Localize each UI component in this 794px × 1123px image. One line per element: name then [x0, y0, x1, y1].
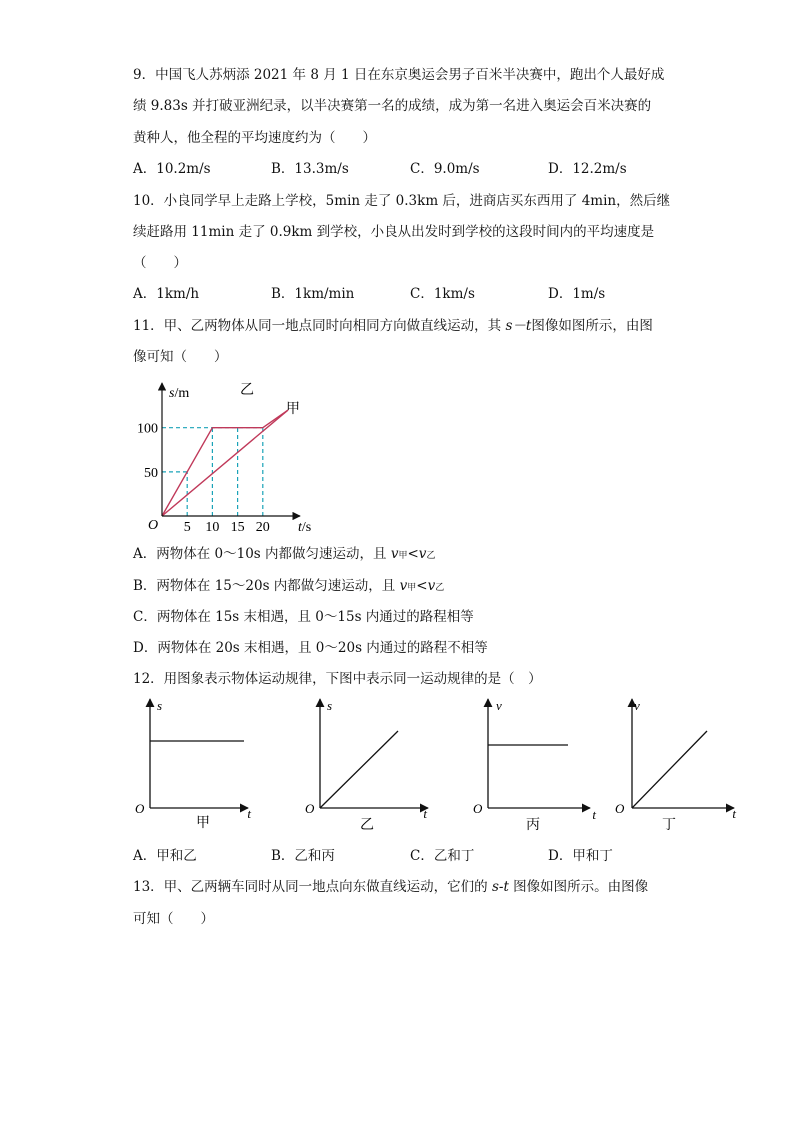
q11-y-axis-label: s/m	[169, 386, 190, 401]
q13-line-1-pre: 13．甲、乙两辆车同时从同一地点向东做直线运动，它们的	[133, 879, 492, 895]
q11-option-b-sub2: 乙	[435, 583, 445, 593]
q13-line-1	[133, 878, 648, 896]
q12-option-a: A．甲和乙	[133, 848, 197, 864]
q11-series-line-yi	[162, 410, 288, 516]
q11-option-a-sub2: 乙	[426, 551, 436, 561]
q11-y-tick-50: 50	[144, 465, 158, 481]
q13-line-1-post: 图像如图所示。由图像	[508, 879, 649, 895]
q12-yi-caption: 乙	[360, 818, 374, 833]
q11-st-chart	[137, 375, 340, 535]
q11-x-axis-label: t/s	[298, 520, 312, 535]
q12-graph-ding	[612, 695, 742, 835]
q12-option-b: B．乙和丙	[271, 848, 335, 864]
q12-graph-jia	[130, 695, 250, 835]
q9-option-a: A．10.2m/s	[133, 161, 211, 177]
q10-option-b: B．1km/min	[271, 286, 355, 302]
q11-x-tick-5: 5	[183, 520, 191, 535]
q11-option-c: C．两物体在 15s 末相遇，且 0～15s 内通过的路程相等	[133, 609, 474, 625]
q12-ding-ylabel: v	[634, 698, 640, 713]
q11-option-b-v1: v	[399, 578, 408, 594]
q13-line-2: 可知（ ）	[133, 911, 214, 927]
q12-option-d: D．甲和丁	[548, 848, 613, 864]
q11-x-tick-10: 10	[205, 520, 220, 535]
q11-option-a-sub1: 甲	[398, 551, 408, 561]
q11-x-tick-15: 15	[230, 520, 245, 535]
q11-line-1	[133, 317, 653, 335]
q11-x-tick-20: 20	[255, 520, 270, 535]
q12-yi-line	[320, 731, 398, 808]
q11-option-a-v2: v	[418, 546, 427, 562]
q12-option-c: C．乙和丁	[410, 848, 475, 864]
q11-option-d: D．两物体在 20s 末相遇，且 0～20s 内通过的路程不相等	[133, 640, 488, 656]
q9-line-2: 绩 9.83s 并打破亚洲纪录，以半决赛第一名的成绩，成为第一名进入奥运会百米决赛的	[133, 98, 652, 114]
q10-line-1: 10．小良同学早上走路上学校，5min 走了 0.3km 后，进商店买东西用了 4min，然后继	[133, 193, 671, 209]
q10-option-d: D．1m/s	[548, 286, 606, 302]
q9-line-3: 黄种人，他全程的平均速度约为（ ）	[133, 130, 376, 146]
q12-graph-yi	[300, 695, 430, 835]
q11-series-label-jia: 甲	[286, 402, 300, 417]
q12-ding-line	[632, 731, 707, 808]
q11-series-label-yi: 乙	[240, 383, 254, 398]
q11-option-a-lt: <	[407, 546, 419, 562]
q11-origin-label: O	[148, 518, 159, 533]
q12-yi-ylabel: s	[327, 698, 333, 713]
q9-option-b: B．13.3m/s	[271, 161, 349, 177]
q12-line: 12．用图象表示物体运动规律，下图中表示同一运动规律的是（ ）	[133, 671, 542, 687]
q11-option-b-v2: v	[427, 578, 436, 594]
q12-yi-origin: O	[305, 801, 315, 816]
q11-series-group	[162, 410, 288, 516]
q12-ding-origin: O	[615, 801, 625, 816]
q12-ding-xlabel: t	[732, 806, 736, 821]
q11-option-a-v1: v	[390, 546, 399, 562]
q11-line-1-post: 图像如图所示，由图	[531, 318, 653, 334]
q12-graph-bing	[468, 695, 598, 835]
q11-option-b-lt: <	[416, 578, 428, 594]
q12-bing-xlabel: t	[592, 807, 596, 822]
q12-ding-caption: 丁	[662, 818, 676, 833]
q11-option-b	[133, 577, 444, 597]
q11-line-1-pre: 11．甲、乙两物体从同一地点同时向相同方向做直线运动，其	[133, 318, 506, 334]
q12-bing-ylabel: v	[496, 698, 502, 713]
q12-bing-caption: 丙	[526, 818, 540, 833]
q9-line-1: 9．中国飞人苏炳添 2021 年 8 月 1 日在东京奥运会男子百米半决赛中，跑出个人最好成	[133, 67, 665, 83]
q10-option-c: C．1km/s	[410, 286, 475, 302]
q11-line-1-var: s－t	[505, 318, 532, 334]
q12-jia-ylabel: s	[157, 698, 163, 713]
q11-option-a	[133, 545, 435, 565]
q11-option-a-text: A．两物体在 0～10s 内都做匀速运动，且	[133, 546, 391, 562]
q11-option-b-text: B．两物体在 15～20s 内都做匀速运动，且	[133, 578, 400, 594]
q11-line-2: 像可知（ ）	[133, 349, 228, 365]
q11-y-tick-100: 100	[137, 421, 158, 437]
q11-option-b-sub1: 甲	[407, 583, 417, 593]
q10-option-a: A．1km/h	[133, 286, 200, 302]
q12-yi-xlabel: t	[423, 806, 427, 821]
q12-jia-caption: 甲	[196, 816, 210, 831]
q13-line-1-var: s-t	[491, 879, 509, 895]
q12-jia-xlabel: t	[247, 806, 251, 821]
q9-option-c: C．9.0m/s	[410, 161, 480, 177]
q12-bing-origin: O	[473, 801, 483, 816]
q12-jia-origin: O	[135, 801, 145, 816]
q10-line-2: 续赶路用 11min 走了 0.9km 到学校，小良从出发时到学校的这段时间内的平均速度是	[133, 224, 655, 240]
q9-option-d: D．12.2m/s	[548, 161, 627, 177]
q10-line-3: （ ）	[133, 255, 187, 271]
